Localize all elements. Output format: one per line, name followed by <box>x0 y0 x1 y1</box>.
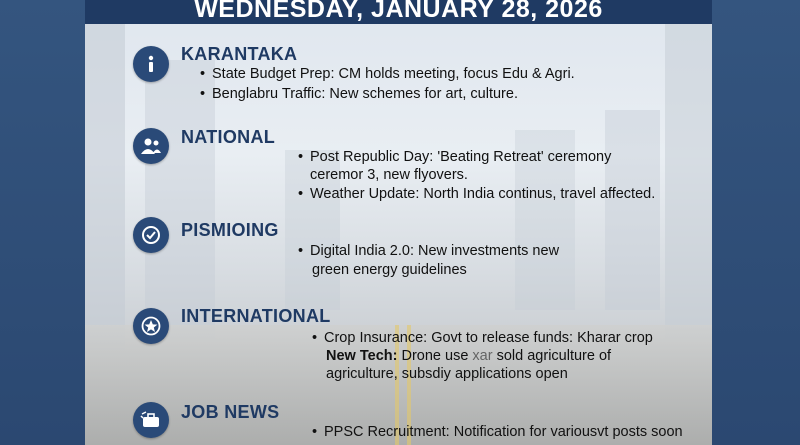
list-item-continued: green energy guidelines <box>312 262 467 278</box>
section-title-national: NATIONAL <box>181 127 276 147</box>
section-title-international: INTERNATIONAL <box>181 306 331 326</box>
list-item: • Benglabru Traffic: New schemes for art, culture. <box>200 86 518 102</box>
list-item: • Post Republic Day: 'Beating Retreat' ceremony <box>298 149 612 165</box>
briefcase-icon <box>133 402 169 438</box>
right-border <box>712 0 800 445</box>
star-icon <box>133 308 169 344</box>
list-item: • Weather Update: North India continus, travel affected. <box>298 186 656 202</box>
date-header <box>85 0 712 24</box>
info-icon <box>133 46 169 82</box>
left-border <box>0 0 85 445</box>
list-item-continued: ceremor 3, new flyovers. <box>310 167 468 183</box>
section-title-karantaka: KARANTAKA <box>181 44 298 64</box>
list-item: • Digital India 2.0: New investments new <box>298 243 560 259</box>
section-title-pismioing: PISMIOING <box>181 220 279 240</box>
check-circle-icon <box>133 217 169 253</box>
date-text: WEDNESDAY, JANUARY 28, 2026 <box>194 0 603 23</box>
list-item-continued: agriculture, subsdiy applications open <box>326 366 568 382</box>
list-item: • Crop Insurance: Govt to release funds: Kharar crop <box>312 330 653 346</box>
list-item: • PPSC Recruitment: Notification for variousvt posts soon <box>312 424 683 440</box>
list-item: • State Budget Prep: CM holds meeting, focus Edu & Agri. <box>200 66 575 82</box>
people-icon <box>133 128 169 164</box>
section-title-job-news: JOB NEWS <box>181 402 280 422</box>
list-item-continued: New Tech: Drone use xar sold agriculture of <box>326 348 612 364</box>
